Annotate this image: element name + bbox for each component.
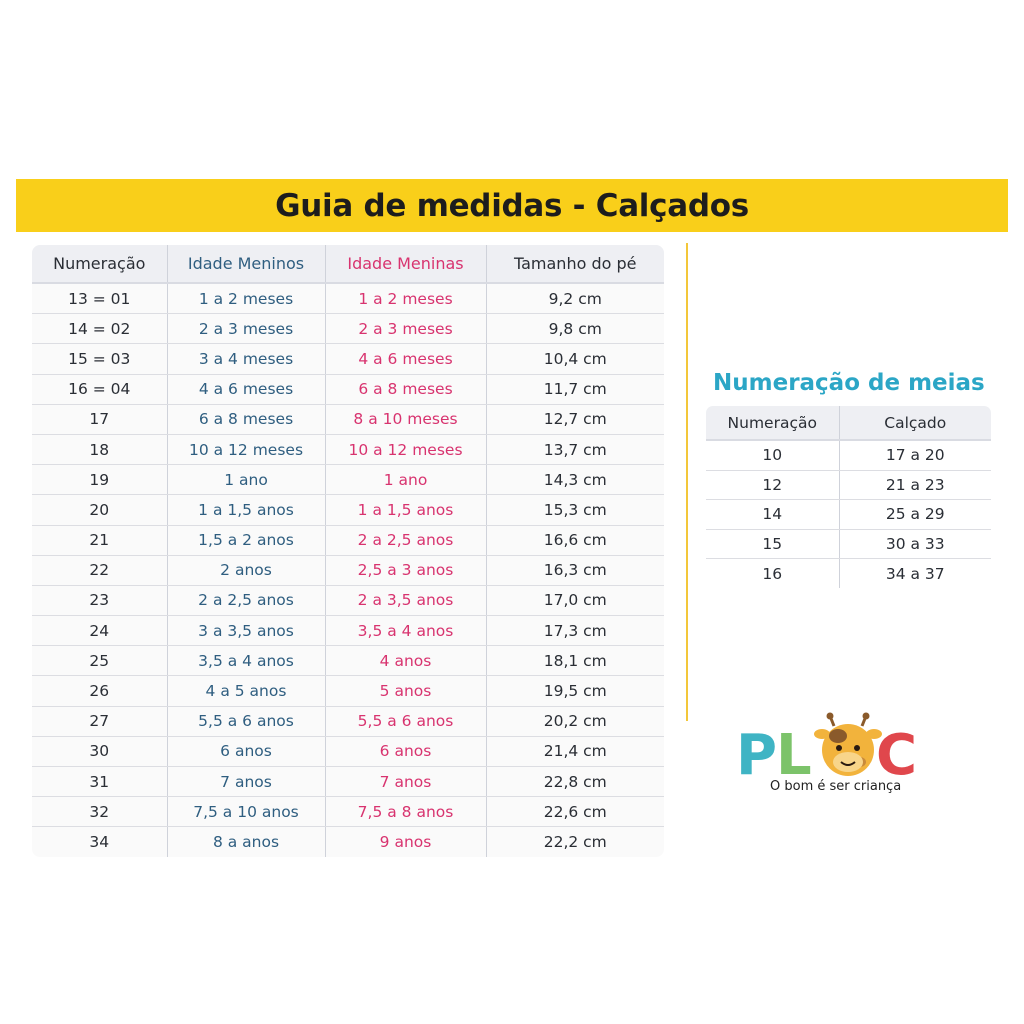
giraffe-icon — [814, 713, 882, 777]
cell-idade-meninas: 3,5 a 4 anos — [325, 616, 486, 646]
socks-row — [706, 440, 991, 470]
cell-numeracao: 22 — [32, 555, 167, 585]
cell-numeracao: 31 — [32, 767, 167, 797]
table-row — [32, 434, 664, 464]
header-numeracao: Numeração — [32, 245, 167, 283]
socks-header-calcado: Calçado — [839, 406, 991, 440]
table-row — [32, 616, 664, 646]
table-row — [32, 555, 664, 585]
cell-numeracao: 27 — [32, 706, 167, 736]
cell-tamanho-pe: 20,2 cm — [486, 706, 664, 736]
table-row — [32, 736, 664, 766]
cell-numeracao: 25 — [32, 646, 167, 676]
cell-idade-meninas: 1 a 2 meses — [325, 283, 486, 314]
socks-cell-numeracao: 15 — [706, 529, 839, 559]
cell-idade-meninos: 7,5 a 10 anos — [167, 797, 325, 827]
socks-cell-numeracao: 16 — [762, 564, 783, 583]
cell-idade-meninos: 1 a 2 meses — [167, 283, 325, 314]
cell-idade-meninas: 2 a 3,5 anos — [325, 585, 486, 615]
socks-cell-numeracao: 14 — [706, 500, 839, 530]
cell-tamanho-pe: 17,3 cm — [486, 616, 664, 646]
cell-idade-meninos: 1 a 1,5 anos — [167, 495, 325, 525]
cell-numeracao: 16 = 04 — [32, 374, 167, 404]
cell-idade-meninos: 2 a 3 meses — [167, 314, 325, 344]
header-idade-meninas: Idade Meninas — [325, 245, 486, 283]
cell-tamanho-pe: 16,3 cm — [486, 555, 664, 585]
cell-tamanho-pe: 9,2 cm — [486, 283, 664, 314]
cell-idade-meninas: 2 a 3 meses — [325, 314, 486, 344]
table-row — [32, 676, 664, 706]
cell-tamanho-pe: 18,1 cm — [486, 646, 664, 676]
cell-numeracao: 23 — [32, 585, 167, 615]
cell-idade-meninos: 8 a anos — [167, 827, 325, 857]
table-row — [32, 404, 664, 434]
cell-idade-meninos: 2 anos — [167, 555, 325, 585]
socks-header-numeracao: Numeração — [706, 406, 839, 440]
cell-idade-meninos: 3 a 4 meses — [167, 344, 325, 374]
cell-numeracao: 13 = 01 — [32, 283, 167, 314]
cell-idade-meninos: 7 anos — [167, 767, 325, 797]
table-row — [32, 797, 664, 827]
logo-letter-c: C — [876, 723, 918, 782]
socks-header-row — [706, 406, 991, 440]
cell-numeracao: 34 — [89, 832, 110, 851]
cell-idade-meninas: 2 a 2,5 anos — [325, 525, 486, 555]
cell-tamanho-pe: 10,4 cm — [486, 344, 664, 374]
cell-tamanho-pe: 16,6 cm — [486, 525, 664, 555]
logo-mark — [734, 712, 934, 782]
socks-row — [706, 470, 991, 500]
logo-tagline: O bom é ser criança — [770, 779, 902, 794]
cell-tamanho-pe: 22,6 cm — [486, 797, 664, 827]
socks-cell-calcado: 34 a 37 — [839, 559, 991, 588]
table-row — [32, 706, 664, 736]
table-row — [32, 314, 664, 344]
header-tamanho-pe: Tamanho do pé — [486, 245, 664, 283]
logo-letter-l: L — [776, 723, 812, 782]
cell-tamanho-pe: 17,0 cm — [486, 585, 664, 615]
cell-idade-meninos: 10 a 12 meses — [167, 434, 325, 464]
table-row — [32, 646, 664, 676]
cell-idade-meninas: 4 a 6 meses — [325, 344, 486, 374]
cell-tamanho-pe: 9,8 cm — [486, 314, 664, 344]
cell-numeracao: 24 — [32, 616, 167, 646]
socks-cell-numeracao: 10 — [706, 440, 839, 470]
cell-idade-meninos: 4 a 5 anos — [167, 676, 325, 706]
cell-tamanho-pe: 11,7 cm — [486, 374, 664, 404]
logo-letter-p: P — [736, 723, 778, 782]
cell-idade-meninos: 6 anos — [167, 736, 325, 766]
cell-numeracao: 19 — [32, 465, 167, 495]
socks-row — [706, 500, 991, 530]
cell-tamanho-pe: 15,3 cm — [486, 495, 664, 525]
cell-idade-meninas: 1 ano — [325, 465, 486, 495]
cell-idade-meninas: 1 a 1,5 anos — [325, 495, 486, 525]
socks-cell-calcado: 30 a 33 — [839, 529, 991, 559]
cell-idade-meninos: 5,5 a 6 anos — [167, 706, 325, 736]
table-row — [32, 827, 664, 857]
cell-tamanho-pe: 19,5 cm — [486, 676, 664, 706]
table-header-row — [32, 245, 664, 283]
cell-tamanho-pe: 22,8 cm — [486, 767, 664, 797]
socks-row — [706, 559, 991, 588]
table-row — [32, 585, 664, 615]
title-banner — [16, 179, 1008, 232]
cell-idade-meninas: 10 a 12 meses — [325, 434, 486, 464]
cell-idade-meninas: 6 anos — [325, 736, 486, 766]
socks-row — [706, 529, 991, 559]
cell-idade-meninas: 6 a 8 meses — [325, 374, 486, 404]
cell-numeracao: 30 — [32, 736, 167, 766]
table-row — [32, 525, 664, 555]
cell-numeracao: 17 — [32, 404, 167, 434]
cell-idade-meninos: 3 a 3,5 anos — [167, 616, 325, 646]
socks-cell-calcado: 21 a 23 — [839, 470, 991, 500]
cell-idade-meninos: 1,5 a 2 anos — [167, 525, 325, 555]
cell-idade-meninos: 2 a 2,5 anos — [167, 585, 325, 615]
cell-idade-meninas: 5,5 a 6 anos — [325, 706, 486, 736]
cell-numeracao: 15 = 03 — [32, 344, 167, 374]
cell-idade-meninos: 1 ano — [167, 465, 325, 495]
cell-numeracao: 18 — [32, 434, 167, 464]
cell-idade-meninos: 6 a 8 meses — [167, 404, 325, 434]
cell-tamanho-pe: 13,7 cm — [486, 434, 664, 464]
cell-idade-meninas: 8 a 10 meses — [325, 404, 486, 434]
cell-tamanho-pe: 12,7 cm — [486, 404, 664, 434]
socks-title: Numeração de meias — [713, 370, 985, 396]
socks-cell-numeracao: 12 — [706, 470, 839, 500]
cell-idade-meninas: 9 anos — [325, 827, 486, 857]
cell-tamanho-pe: 22,2 cm — [486, 827, 664, 857]
header-idade-meninos: Idade Meninos — [167, 245, 325, 283]
cell-idade-meninas: 7,5 a 8 anos — [325, 797, 486, 827]
cell-tamanho-pe: 14,3 cm — [486, 465, 664, 495]
cell-tamanho-pe: 21,4 cm — [486, 736, 664, 766]
table-row — [32, 767, 664, 797]
table-row — [32, 495, 664, 525]
sock-size-table — [706, 406, 991, 588]
cell-numeracao: 26 — [32, 676, 167, 706]
cell-numeracao: 32 — [32, 797, 167, 827]
cell-numeracao: 14 = 02 — [32, 314, 167, 344]
table-row — [32, 283, 664, 314]
vertical-divider — [686, 243, 688, 721]
shoe-size-table — [32, 245, 664, 857]
cell-idade-meninas: 7 anos — [325, 767, 486, 797]
page-title: Guia de medidas - Calçados — [275, 187, 749, 224]
socks-cell-calcado: 17 a 20 — [839, 440, 991, 470]
cell-idade-meninas: 5 anos — [325, 676, 486, 706]
cell-idade-meninos: 4 a 6 meses — [167, 374, 325, 404]
cell-numeracao: 21 — [32, 525, 167, 555]
table-row — [32, 465, 664, 495]
socks-cell-calcado: 25 a 29 — [839, 500, 991, 530]
cell-idade-meninas: 2,5 a 3 anos — [325, 555, 486, 585]
cell-idade-meninos: 3,5 a 4 anos — [167, 646, 325, 676]
cell-idade-meninas: 4 anos — [325, 646, 486, 676]
cell-numeracao: 20 — [32, 495, 167, 525]
table-row — [32, 344, 664, 374]
table-row — [32, 374, 664, 404]
